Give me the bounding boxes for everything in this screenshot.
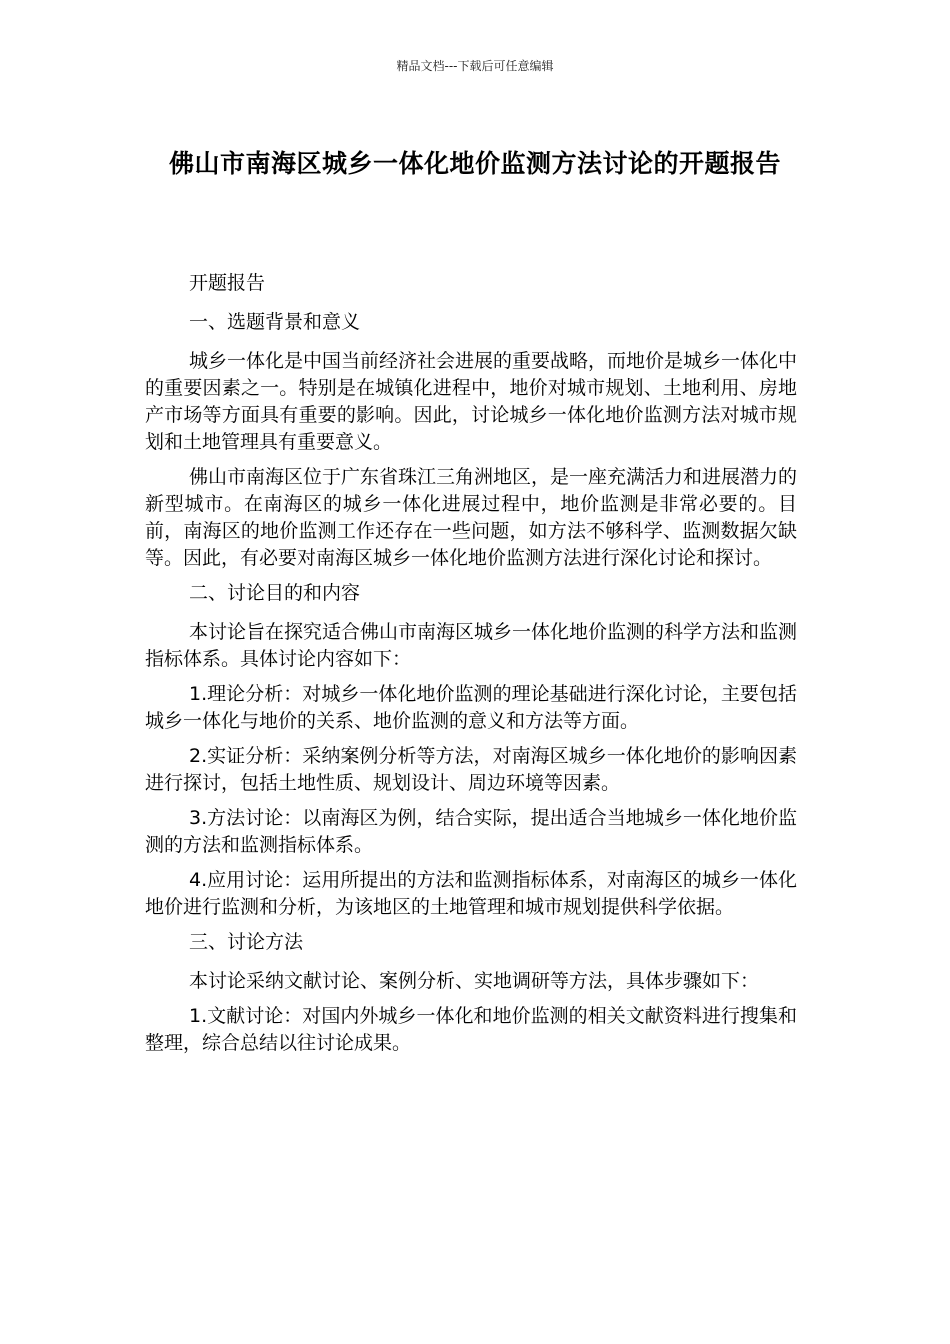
list-item: 2.实证分析：采纳案例分析等方法，对南海区城乡一体化地价的影响因素进行探讨，包括土地性质、规划设计、周边环境等因素。 (145, 745, 797, 794)
section-heading-methods: 三、讨论方法 (189, 931, 304, 953)
list-item: 4.应用讨论：运用所提出的方法和监测指标体系，对南海区的城乡一体化地价进行监测和分析，为该地区的土地管理和城市规划提供科学依据。 (145, 869, 797, 918)
section-heading-objectives: 二、讨论目的和内容 (189, 582, 361, 604)
section-label: 开题报告 (189, 272, 266, 294)
section-heading-background: 一、选题背景和意义 (189, 311, 361, 333)
list-item: 1.文献讨论：对国内外城乡一体化和地价监测的相关文献资料进行搜集和整理，综合总结以往讨论成果。 (145, 1005, 797, 1054)
paragraph: 城乡一体化是中国当前经济社会进展的重要战略，而地价是城乡一体化中的重要因素之一。特别是在城镇化进程中，地价对城市规划、土地利用、房地产市场等方面具有重要的影响。因此，讨论城乡一体化地价监测方法对城市规划和土地管理具有重要意义。 (145, 350, 798, 453)
document-body (145, 270, 797, 1065)
page-header-watermark: 精品文档---下载后可任意编辑 (396, 59, 554, 73)
document-title: 佛山市南海区城乡一体化地价监测方法讨论的开题报告 (168, 149, 781, 178)
list-item: 3.方法讨论：以南海区为例，结合实际，提出适合当地城乡一体化地价监测的方法和监测指标体系。 (145, 807, 797, 856)
list-item: 1.理论分析：对城乡一体化地价监测的理论基础进行深化讨论，主要包括城乡一体化与地价的关系、地价监测的意义和方法等方面。 (145, 683, 797, 732)
paragraph: 佛山市南海区位于广东省珠江三角洲地区，是一座充满活力和进展潜力的新型城市。在南海区的城乡一体化进展过程中，地价监测是非常必要的。目前，南海区的地价监测工作还存在一些问题，如方法不够科学、监测数据欠缺等。因此，有必要对南海区城乡一体化地价监测方法进行深化讨论和探讨。 (145, 466, 798, 569)
paragraph: 本讨论旨在探究适合佛山市南海区城乡一体化地价监测的科学方法和监测指标体系。具体讨论内容如下： (145, 621, 798, 670)
paragraph: 本讨论采纳文献讨论、案例分析、实地调研等方法，具体步骤如下： (189, 970, 760, 992)
